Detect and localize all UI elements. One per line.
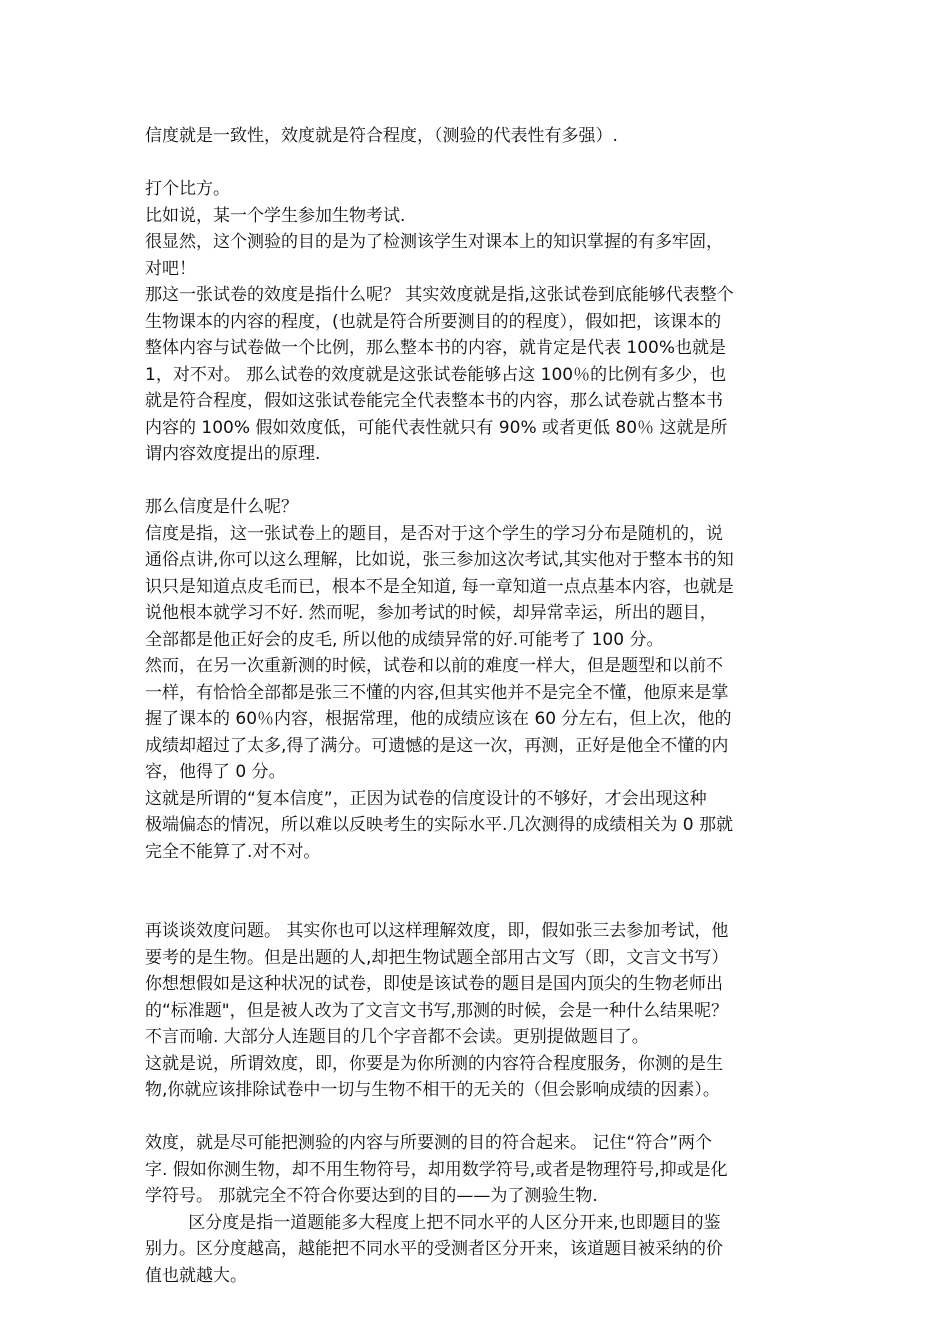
text-line: 字. 假如你测生物，却不用生物符号，却用数学符号,或者是物理符号,抑或是化 xyxy=(145,1159,728,1180)
text-line: 信度是指，这一张试卷上的题目，是否对于这个学生的学习分布是随机的，说 xyxy=(145,523,723,544)
paragraph-validity-analogy xyxy=(145,176,817,468)
text-line: 那这一张试卷的效度是指什么呢？ 其实效度就是指,这张试卷到底能够代表整个 xyxy=(145,285,734,305)
document-body xyxy=(145,123,817,1289)
text-line: 你想想假如是这种状况的试卷，即使是该试卷的题目是国内顶尖的生物老师出 xyxy=(145,974,723,994)
text-line: 很显然，这个测验的目的是为了检测该学生对课本上的知识掌握的有多牢固， xyxy=(145,232,723,252)
text-line: 学符号。 那就完全不符合你要达到的目的——为了测验生物. xyxy=(145,1186,598,1206)
paragraph-intro xyxy=(145,123,817,150)
text-line: 信度就是一致性，效度就是符合程度，（测验的代表性有多强）. xyxy=(145,126,618,146)
text-line: 别力。区分度越高，越能把不同水平的受测者区分开来，该道题目被采纳的价 xyxy=(145,1239,723,1259)
text-line: 就是符合程度，假如这张试卷能完全代表整本书的内容，那么试卷就占整本书 xyxy=(145,391,723,411)
paragraph-reliability xyxy=(145,494,817,865)
text-line: 对吧！ xyxy=(145,258,196,279)
text-line: 谓内容效度提出的原理. xyxy=(145,444,321,464)
text-line: 效度，就是尽可能把测验的内容与所要测的目的符合起来。 记住“符合”两个 xyxy=(145,1133,713,1153)
paragraph-gap xyxy=(145,150,817,177)
text-line: 生物课本的内容的程度，(也就是符合所要测目的的程度），假如把，该课本的 xyxy=(145,311,722,332)
text-line: 握了课本的 60％内容，根据常理，他的成绩应该在 60 分左右，但上次，他的 xyxy=(145,709,732,729)
paragraph-validity-again xyxy=(145,918,817,1104)
text-line: 通俗点讲,你可以这么理解，比如说，张三参加这次考试,其实他对于整本书的知 xyxy=(145,550,734,570)
text-line: 内容的 100% 假如效度低，可能代表性就只有 90% 或者更低 80％ 这就是所 xyxy=(145,417,728,438)
text-line: 的“标准题"，但是被人改为了文言文书写,那测的时候，会是一种什么结果呢？ xyxy=(145,1000,729,1021)
text-line: 不言而喻. 大部分人连题目的几个字音都不会读。更别提做题目了。 xyxy=(145,1027,649,1047)
text-line: 成绩却超过了太多,得了满分。可遗憾的是这一次，再测，正好是他全不懂的内 xyxy=(145,735,729,756)
text-line: 区分度是指一道题能多大程度上把不同水平的人区分开来,也即题目的鉴 xyxy=(145,1212,721,1233)
text-line: 这就是说，所谓效度，即，你要是为你所测的内容符合程度服务，你测的是生 xyxy=(145,1053,723,1074)
text-line: 物,你就应该排除试卷中一切与生物不相干的无关的（但会影响成绩的因素）。 xyxy=(145,1080,720,1100)
text-line: 值也就越大。 xyxy=(145,1265,247,1286)
paragraph-gap xyxy=(145,468,817,495)
paragraph-validity-summary-and-discrimination xyxy=(145,1130,817,1289)
text-line: 1，对不对。 那么试卷的效度就是这张试卷能够占这 100％的比例有多少，也 xyxy=(145,364,727,385)
text-line: 一样，有恰恰全部都是张三不懂的内容,但其实他并不是完全不懂，他原来是掌 xyxy=(145,682,729,703)
text-line: 极端偏态的情况，所以难以反映考生的实际水平.几次测得的成绩相关为 0 那就 xyxy=(145,815,734,835)
text-line: 打个比方。 xyxy=(145,179,230,199)
text-line: 说他根本就学习不好. 然而呢，参加考试的时候，却异常幸运，所出的题目， xyxy=(145,603,717,623)
text-line: 识只是知道点皮毛而已，根本不是全知道, 每一章知道一点点基本内容，也就是 xyxy=(145,576,734,597)
text-line: 容，他得了 0 分。 xyxy=(145,762,286,782)
text-line: 比如说，某一个学生参加生物考试. xyxy=(145,205,406,226)
text-line: 再谈谈效度问题。 其实你也可以这样理解效度，即，假如张三去参加考试，他 xyxy=(145,921,729,941)
text-line: 要考的是生物。但是出题的人,却把生物试题全部用古文写（即，文言文书写） xyxy=(145,947,729,968)
text-line: 那么信度是什么呢？ xyxy=(145,497,298,517)
text-line: 这就是所谓的“复本信度”，正因为试卷的信度设计的不够好，才会出现这种 xyxy=(145,788,707,809)
text-line: 整体内容与试卷做一个比例，那么整本书的内容，就肯定是代表 100%也就是 xyxy=(145,338,727,358)
text-line: 然而，在另一次重新测的时候，试卷和以前的难度一样大，但是题型和以前不 xyxy=(145,656,723,676)
text-line: 完全不能算了.对不对。 xyxy=(145,841,321,862)
text-line: 全部都是他正好会的皮毛, 所以他的成绩异常的好.可能考了 100 分。 xyxy=(145,629,664,650)
paragraph-gap xyxy=(145,865,817,918)
paragraph-gap xyxy=(145,1104,817,1131)
